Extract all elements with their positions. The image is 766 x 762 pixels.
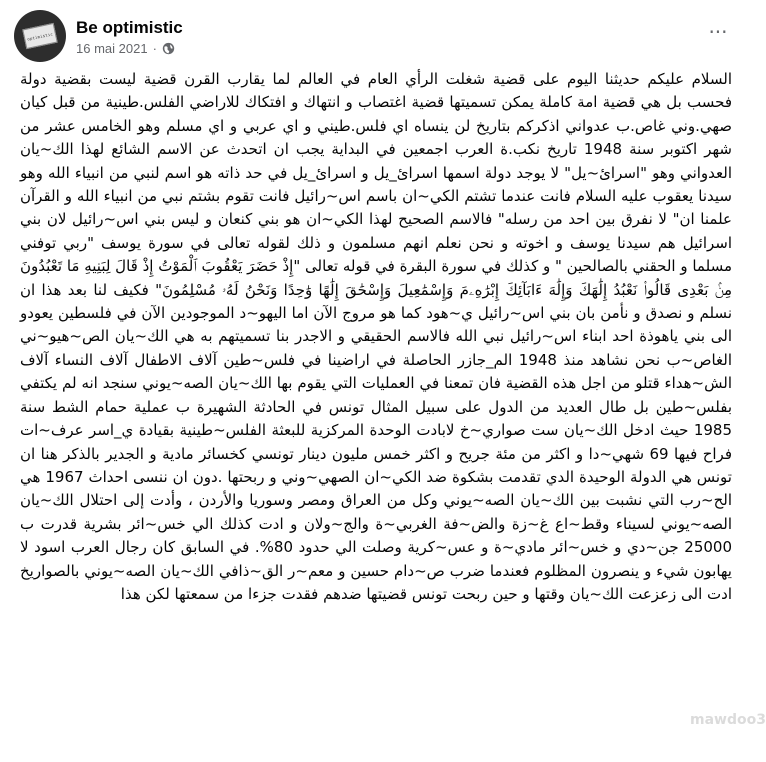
author-name[interactable]: Be optimistic [76,17,183,37]
post-subline [76,41,183,56]
globe-icon [162,42,175,55]
more-options-button[interactable]: ··· [708,20,728,44]
avatar-badge: optimistic [22,23,57,49]
post-header [14,10,183,62]
watermark-logo: mawdoo3 [690,712,766,728]
post-meta [76,17,183,56]
post-date[interactable]: 16 mai 2021 [76,40,148,56]
post-body-text: السلام عليكم حديثنا اليوم على قضية شغلت الرأي العام في العالم لما يقارب القرن قضية ليست بقضية دولة فحسب بل هي قضية امة كاملة يمكن تسميتها قضية اغتصاب و انتهاك و افتكاك للاراضي الفلس.طينية من قبل كيان صهي.وني غاص.ب عدواني اذكركم بتاريخ لن ينساه اي فلس.طيني و اي عربي و اي مسلم وهو الخامس عشر من شهر اكتوبر سنة 1948 تاريخ نكب.ة العرب اجمعين في البداية يجب ان اتحدث عن الاسم الشائع لهذا الك~يان العدواني وهو "اسرائ~يل" لا يوجد دولة اسمها اسرائ_يل و اسرائ_يل في حد ذاته هو اسم لنبي من انبياء الله وهو سيدنا يعقوب عليه السلام فانت عندما تشتم الكي~ان باسم اس~رائيل فانت تقوم بشتم نبي من انبياء الله و القرآن علمنا ان" لا نفرق بين احد من رسله" فالاسم الصحيح لهذا الكي~ان هو بني كنعان و ليس بني اس~رائيل لان بني اسرائيل هم سيدنا يوسف و اخوته و نحن نعلم انهم مسلمون و ذلك لقوله تعالى في سورة يوسف "ربي توفني مسلما و الحقني بالصالحين " و كذلك في سورة البقرة في قوله تعالى "إِذْ حَضَرَ يَعْقُوبَ ٱلْمَوْتُ إِذْ قَالَ لِبَنِيهِ مَا تَعْبُدُونَ مِنۢ بَعْدِى قَالُوا۟ نَعْبُدُ إِلَٰهَكَ وَإِلَٰهَ ءَابَآئِكَ إِبْرَٰهِۦمَ وَإِسْمَٰعِيلَ وَإِسْحَٰقَ إِلَٰهًا وَٰحِدًا وَنَحْنُ لَهُۥ مُسْلِمُونَ" فكيف لنا بعد هذا ان نسلم و نصدق و نأمن بان بني اس~رائيل ي~هود كما هو مروج الآن اما اليهو~د الموجودين الآن في فلسطين يعودو الى بني ياهوذة احد ابناء اس~رائيل نبي الله فالاسم الحقيقي و الاجدر بنا تسميتهم به هي الك~يان الص~هيو~ني الغاص~ب نحن نشاهد منذ 1948 الم_جازر الحاصلة في اراضينا في فلس~طين آلاف الاطفال آلاف النساء آلاف الش~هداء قتلو من اجل هذه القضية فان تمعنا في العمليات التي يقوم بها الك~يان الصه~يوني سنجد انه لم يكتفي بفلس~طين بل طال العديد من الدول على سبيل المثال تونس في الحادثة الشهيرة ب عملية حمام الشط سنة 1985 حيث ادخل الك~يان ست صواري~خ لابادت الوحدة المركزية للبعثة الفلس~طينية بقيادة ي_اسر عرف~ات فراح فيها 69 شهي~دا و اكثر من مئة جريح و اكثر خمس مليون دينار تونسي كخسائر مادية و الجدير بالذكر هنا ان تونس هي الدولة الوحيدة الدي تقدمت بشكوة ضد الكي~ان الصهي~وني و ربحتها .دون ان ننسى احداث 1967 هي الح~رب التي نشبت بين الك~يان الصه~يوني وكل من العراق ومصر وسوريا والأردن ، وأدت إلى احتلال الك~يان الصه~يوني لسيناء وقط~اع غ~زة والض~فة الغربي~ة والج~ولان و ادت كذلك الي خس~ائر بشرية قدرت ب 25000 جن~دي و خس~ائر مادي~ة و عس~كرية وصلت الي حدود 80%. في السابق كان رجال العرب اسود لا يهابون شيء و ينصرون المظلوم فعندما ضرب ص~دام حسين و معم~ر الق~ذافي الك~يان الصه~يوني بالصواريخ ادت الى زعزعت الك~يان وقتها و حين ربحت تونس قضيتها ضدهم فقدت جزءا من سمعتها لكن هذا [20,70,733,603]
avatar[interactable] [14,10,66,62]
separator-dot: · [152,40,157,56]
